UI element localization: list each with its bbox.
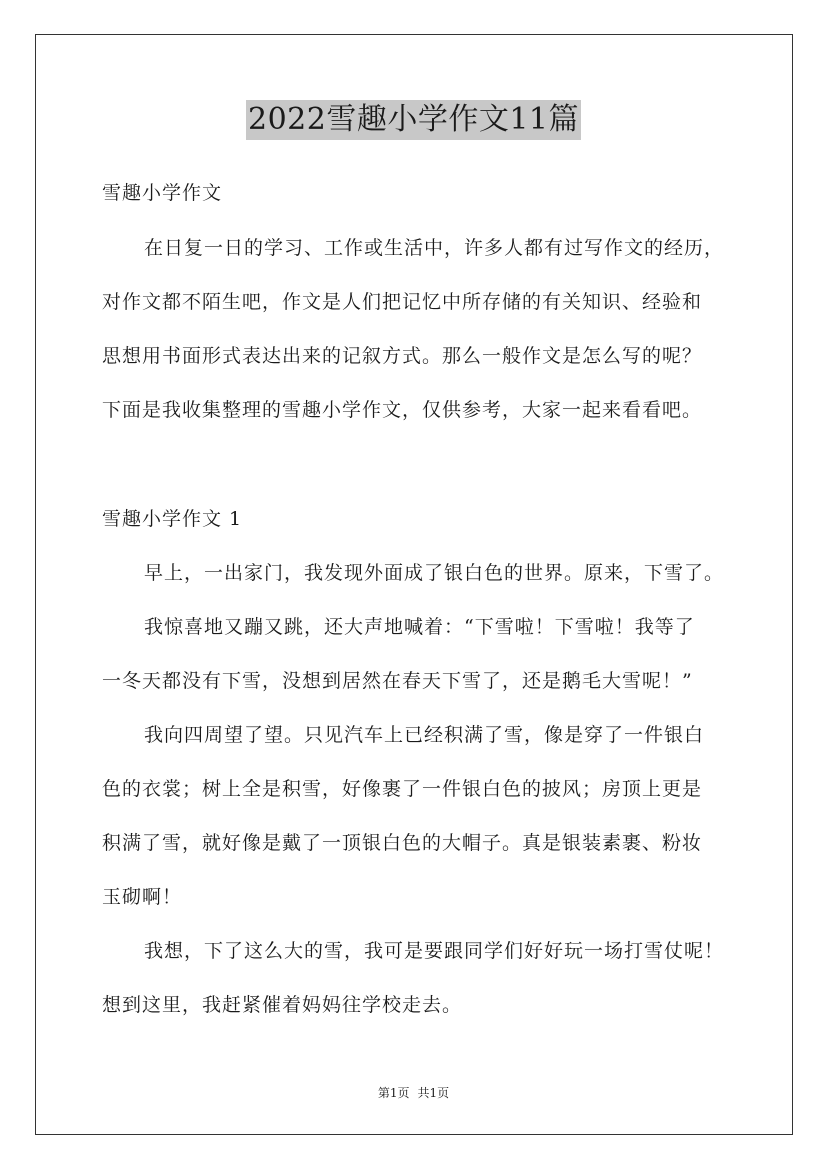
page-number: 第1页 [377, 1086, 410, 1100]
essay-line: 早上，一出家门，我发现外面成了银白色的世界。原来，下雪了。 [144, 562, 725, 584]
essay-line: 一冬天都没有下雪，没想到居然在春天下雪了，还是鹅毛大雪呢！” [102, 670, 693, 692]
intro-line: 思想用书面形式表达出来的记叙方式。那么一般作文是怎么写的呢？ [102, 345, 703, 367]
essay-line: 色的衣裳；树上全是积雪，好像裹了一件银白色的披风；房顶上更是 [102, 778, 703, 800]
essay-line: 我想，下了这么大的雪，我可是要跟同学们好好玩一场打雪仗呢！ [144, 940, 725, 962]
essay-line: 积满了雪，就好像是戴了一顶银白色的大帽子。真是银装素裹、粉妆 [102, 832, 703, 854]
page-footer [0, 1084, 827, 1101]
essay-heading: 雪趣小学作文 1 [102, 508, 243, 530]
document-title: 2022雪趣小学作文11篇 [246, 100, 581, 140]
essay-line: 我惊喜地又蹦又跳，还大声地喊着：“下雪啦！下雪啦！我等了 [144, 616, 695, 638]
essay-line: 想到这里，我赶紧催着妈妈往学校走去。 [102, 994, 463, 1016]
essay-line: 我向四周望了望。只见汽车上已经积满了雪，像是穿了一件银白 [144, 724, 705, 746]
title-container [0, 100, 827, 140]
intro-line: 在日复一日的学习、工作或生活中，许多人都有过写作文的经历， [144, 237, 725, 259]
essay-line: 玉砌啊！ [102, 886, 183, 908]
section-heading: 雪趣小学作文 [102, 182, 223, 204]
page-total: 共1页 [417, 1086, 450, 1100]
intro-line: 下面是我收集整理的雪趣小学作文，仅供参考，大家一起来看看吧。 [102, 399, 703, 421]
intro-line: 对作文都不陌生吧，作文是人们把记忆中所存储的有关知识、经验和 [102, 291, 703, 313]
